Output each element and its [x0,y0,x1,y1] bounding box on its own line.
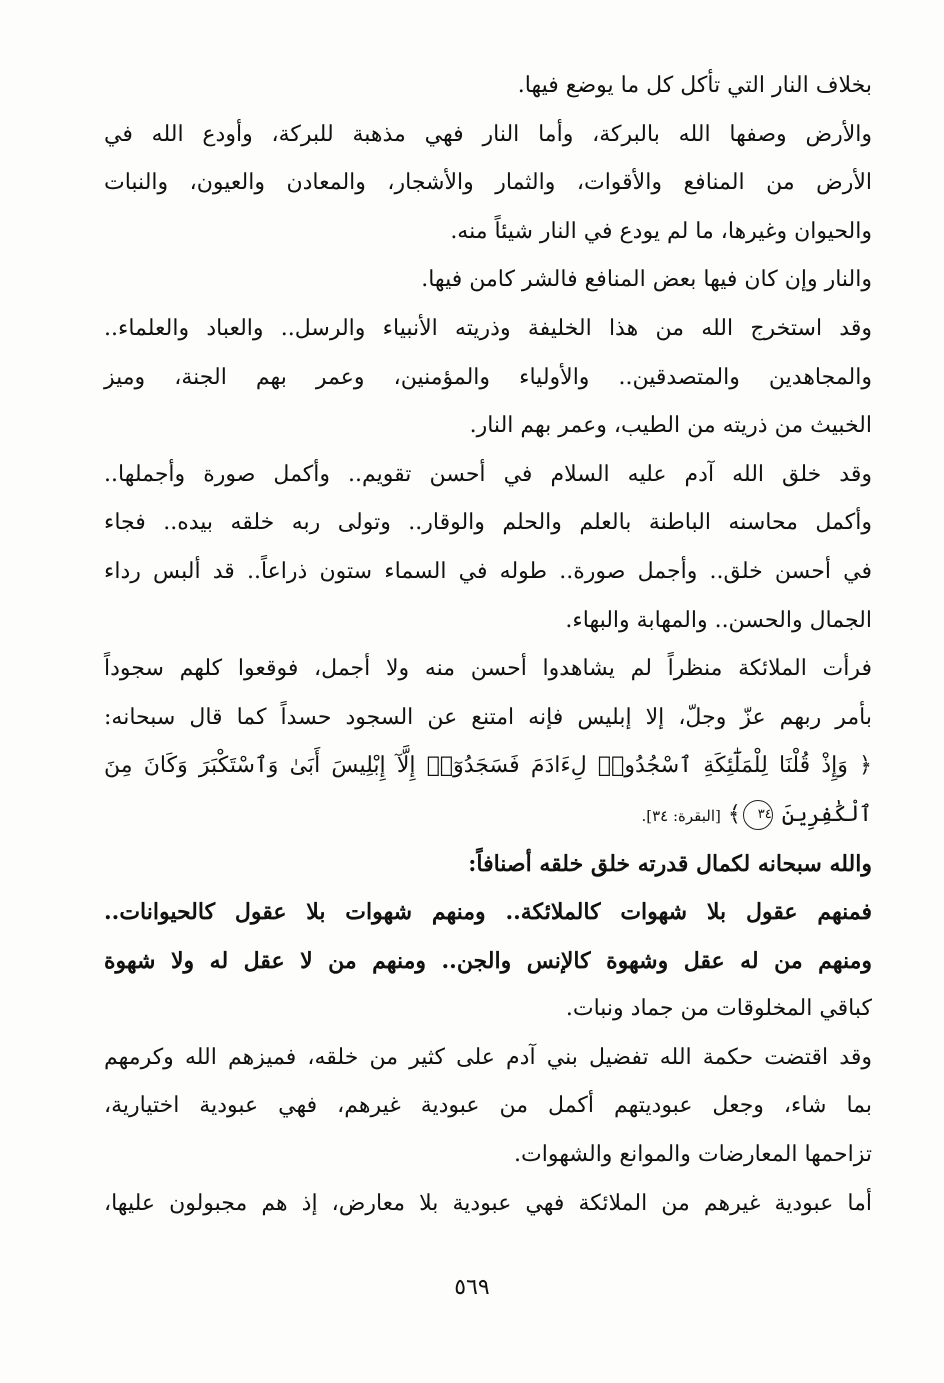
text-line: والحيوان وغيرها، ما لم يودع في النار شيئاً منه. [450,218,872,244]
text-line: الجمال والحسن.. والمهابة والبهاء. [565,607,872,633]
text-line: تزاحمها المعارضات والموانع والشهوات. [514,1142,872,1168]
text-line: الخبيث من ذريته من الطيب، وعمر بهم النار. [469,413,872,439]
text-line: أما عبودية غيرهم من الملائكة فهي عبودية بلا معارض، إذ هم مجبولون عليها، [104,1190,872,1216]
text-line: بأمر ربهم عزّ وجلّ، إلا إبليس فإنه امتنع عن السجود حسداً كما قال سبحانه: [104,704,872,730]
text-line: والمجاهدين والمتصدقين.. والأولياء والمؤمنين، وعمر بهم الجنة، وميز [104,364,872,390]
bold-heading-line: والله سبحانه لكمال قدرته خلق خلقه أصنافاً: [468,850,872,877]
body-text [104,62,872,1228]
text-line: الأرض من المنافع والأقوات، والثمار والأشجار، والمعادن والعيون، والنبات [104,170,872,196]
bold-text-line: ومنهم من له عقل وشهوة كالإنس والجن.. ومنهم من لا عقل له ولا شهوة [104,947,872,974]
text-line: بما شاء، وجعل عبوديتهم أكمل من عبودية غيرهم، فهي عبودية اختيارية، [104,1093,872,1119]
text-line: والأرض وصفها الله بالبركة، وأما النار فهي مذهبة للبركة، وأودع الله في [104,121,872,147]
page-number: ٥٦٩ [454,1275,490,1300]
quran-verse-line-2 [104,791,872,840]
text-line: والنار وإن كان فيها بعض المنافع فالشر كامن فيها. [421,267,872,293]
verse-reference: [البقرة: ٣٤]. [641,806,721,825]
text-line: وأكمل محاسنه الباطنة بالعلم والحلم والوقار.. وتولى ربه خلقه بيده.. فجاء [104,510,872,536]
bold-text-line: فمنهم عقول بلا شهوات كالملائكة.. ومنهم شهوات بلا عقول كالحيوانات.. [104,899,872,926]
quran-verse-end: ٱلْكَٰفِرِينَ [781,801,872,827]
ayah-number-marker: ٣٤ [743,800,773,830]
quran-close-bracket: ﴾ [727,801,741,827]
text-line: وقد استخرج الله من هذا الخليفة وذريته الأنبياء والرسل.. والعباد والعلماء.. [104,315,872,341]
text-line: كباقي المخلوقات من جماد ونبات. [565,996,872,1022]
quran-verse-line-1: ﴿ وَإِذْ قُلْنَا لِلْمَلَٰٓئِكَةِ ٱسْجُدُوا۟ لِءَادَمَ فَسَجَدُوٓا۟ إِلَّآ إِبْلِيسَ أَبَىٰ وَٱسْتَكْبَرَ وَكَانَ مِنَ [104,753,872,779]
text-line: بخلاف النار التي تأكل كل ما يوضع فيها. [517,73,872,98]
text-line: في أحسن خلق.. وأجمل صورة.. طوله في السماء ستون ذراعاً.. قد ألبس رداء [104,558,872,584]
text-line: فرأت الملائكة منظراً لم يشاهدوا أحسن منه ولا أجمل، فوقعوا كلهم سجوداً [104,656,872,682]
text-line: وقد اقتضت حكمة الله تفضيل بني آدم على كثير من خلقه، فميزهم الله وكرمهم [104,1044,872,1070]
text-line: وقد خلق الله آدم عليه السلام في أحسن تقويم.. وأكمل صورة وأجملها.. [104,461,872,487]
